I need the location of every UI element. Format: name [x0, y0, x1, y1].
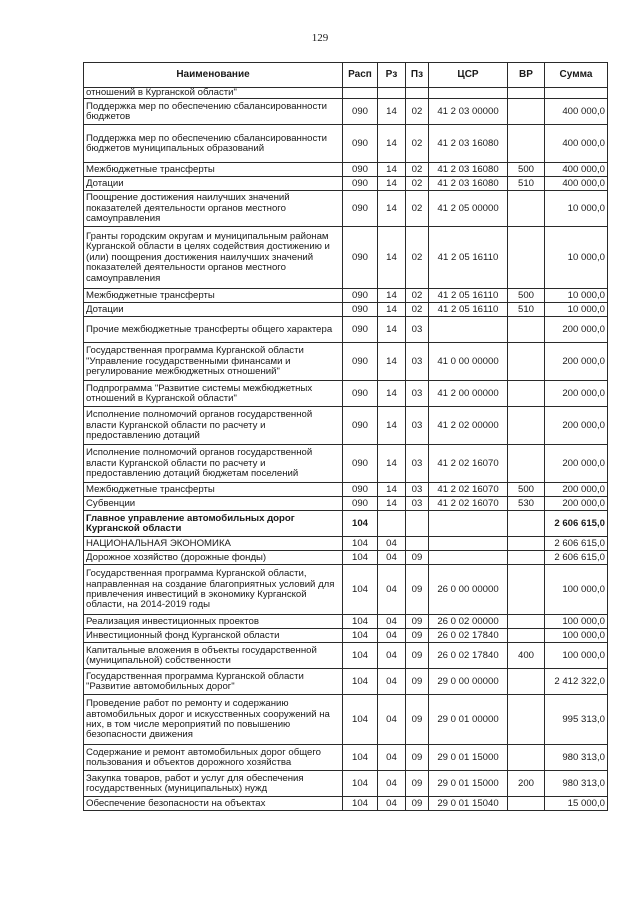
cell-csr: 26 0 02 17840	[429, 629, 508, 643]
cell-sum: 2 606 615,0	[545, 551, 608, 565]
cell-vr	[508, 511, 545, 537]
cell-rz: 14	[378, 445, 406, 483]
cell-sum: 400 000,0	[545, 99, 608, 125]
cell-sum: 400 000,0	[545, 177, 608, 191]
cell-csr: 41 2 02 00000	[429, 407, 508, 445]
cell-name: Реализация инвестиционных проектов	[84, 615, 343, 629]
cell-rz: 04	[378, 695, 406, 745]
cell-rasp: 090	[343, 343, 378, 381]
cell-vr	[508, 695, 545, 745]
cell-rz: 14	[378, 381, 406, 407]
cell-pz	[406, 88, 429, 99]
cell-sum: 980 313,0	[545, 745, 608, 771]
cell-vr	[508, 191, 545, 227]
cell-name: Межбюджетные трансферты	[84, 289, 343, 303]
cell-rz: 14	[378, 303, 406, 317]
table-row	[84, 497, 608, 511]
cell-pz: 02	[406, 227, 429, 289]
cell-rasp: 090	[343, 289, 378, 303]
cell-sum: 200 000,0	[545, 407, 608, 445]
cell-pz: 02	[406, 191, 429, 227]
cell-pz: 03	[406, 407, 429, 445]
cell-rasp: 104	[343, 565, 378, 615]
cell-rasp: 104	[343, 745, 378, 771]
cell-csr: 26 0 00 00000	[429, 565, 508, 615]
cell-rz: 04	[378, 797, 406, 811]
cell-pz: 09	[406, 745, 429, 771]
cell-csr: 41 2 05 16110	[429, 227, 508, 289]
cell-sum: 100 000,0	[545, 615, 608, 629]
cell-csr: 41 2 00 00000	[429, 381, 508, 407]
table-row	[84, 551, 608, 565]
cell-rasp: 104	[343, 771, 378, 797]
cell-pz: 03	[406, 343, 429, 381]
cell-rasp: 104	[343, 695, 378, 745]
table-row	[84, 797, 608, 811]
cell-rasp: 090	[343, 227, 378, 289]
cell-rz: 14	[378, 191, 406, 227]
cell-vr	[508, 797, 545, 811]
table-row	[84, 537, 608, 551]
table-row	[84, 303, 608, 317]
cell-name: Поощрение достижения наилучших значений показателей деятельности органов местного самоуправления	[84, 191, 343, 227]
table-row	[84, 407, 608, 445]
cell-sum: 200 000,0	[545, 343, 608, 381]
cell-vr: 500	[508, 163, 545, 177]
cell-name: Межбюджетные трансферты	[84, 483, 343, 497]
cell-sum: 200 000,0	[545, 497, 608, 511]
cell-pz: 03	[406, 381, 429, 407]
cell-rasp: 090	[343, 497, 378, 511]
cell-pz: 02	[406, 99, 429, 125]
cell-csr: 41 2 05 16110	[429, 303, 508, 317]
cell-rasp: 104	[343, 669, 378, 695]
cell-name: Дорожное хозяйство (дорожные фонды)	[84, 551, 343, 565]
cell-vr	[508, 407, 545, 445]
header-rz: Рз	[378, 63, 406, 88]
cell-vr	[508, 343, 545, 381]
table-row	[84, 615, 608, 629]
cell-sum: 100 000,0	[545, 565, 608, 615]
cell-rasp: 090	[343, 407, 378, 445]
table-row	[84, 669, 608, 695]
cell-vr	[508, 551, 545, 565]
cell-rz: 14	[378, 289, 406, 303]
header-sum: Сумма	[545, 63, 608, 88]
table-body	[84, 88, 608, 811]
table-row	[84, 177, 608, 191]
cell-csr: 41 2 02 16070	[429, 445, 508, 483]
cell-rasp: 090	[343, 317, 378, 343]
cell-sum: 400 000,0	[545, 125, 608, 163]
cell-pz	[406, 537, 429, 551]
cell-sum	[545, 88, 608, 99]
cell-pz: 02	[406, 163, 429, 177]
cell-pz: 09	[406, 797, 429, 811]
cell-vr: 200	[508, 771, 545, 797]
cell-rasp: 090	[343, 99, 378, 125]
cell-rz: 04	[378, 745, 406, 771]
cell-name: Подпрограмма "Развитие системы межбюджетных отношений в Курганской области"	[84, 381, 343, 407]
cell-sum: 15 000,0	[545, 797, 608, 811]
cell-rasp: 104	[343, 643, 378, 669]
cell-name: отношений в Курганской области"	[84, 88, 343, 99]
cell-rz: 14	[378, 177, 406, 191]
cell-rz: 04	[378, 551, 406, 565]
cell-csr: 41 2 03 00000	[429, 99, 508, 125]
cell-csr	[429, 88, 508, 99]
cell-rasp: 104	[343, 537, 378, 551]
cell-name: Государственная программа Курганской области, направленная на создание благоприятных условий для привлечения инвестиций в экономику Курганской области, на 2014-2019 годы	[84, 565, 343, 615]
cell-sum: 10 000,0	[545, 227, 608, 289]
cell-csr: 41 2 03 16080	[429, 163, 508, 177]
cell-name: Капитальные вложения в объекты государственной (муниципальной) собственности	[84, 643, 343, 669]
table-row	[84, 125, 608, 163]
cell-csr: 29 0 01 00000	[429, 695, 508, 745]
cell-pz: 02	[406, 289, 429, 303]
cell-csr	[429, 511, 508, 537]
cell-vr	[508, 381, 545, 407]
cell-pz: 03	[406, 497, 429, 511]
cell-sum: 200 000,0	[545, 445, 608, 483]
table-row	[84, 191, 608, 227]
table-row	[84, 565, 608, 615]
cell-vr: 500	[508, 483, 545, 497]
cell-name: НАЦИОНАЛЬНАЯ ЭКОНОМИКА	[84, 537, 343, 551]
cell-rasp: 090	[343, 303, 378, 317]
cell-rz	[378, 88, 406, 99]
cell-csr: 26 0 02 17840	[429, 643, 508, 669]
cell-name: Исполнение полномочий органов государственной власти Курганской области по расчету и предоставлению дотаций	[84, 407, 343, 445]
cell-sum: 980 313,0	[545, 771, 608, 797]
table-row	[84, 163, 608, 177]
cell-rasp: 090	[343, 445, 378, 483]
cell-rz: 14	[378, 497, 406, 511]
table-row	[84, 745, 608, 771]
table-row	[84, 381, 608, 407]
cell-vr	[508, 537, 545, 551]
cell-pz: 09	[406, 643, 429, 669]
cell-csr	[429, 537, 508, 551]
cell-rasp: 104	[343, 629, 378, 643]
cell-vr: 500	[508, 289, 545, 303]
cell-name: Прочие межбюджетные трансферты общего характера	[84, 317, 343, 343]
cell-sum: 2 606 615,0	[545, 511, 608, 537]
cell-pz: 09	[406, 551, 429, 565]
cell-pz: 03	[406, 317, 429, 343]
cell-pz: 02	[406, 125, 429, 163]
cell-pz: 02	[406, 177, 429, 191]
cell-name: Закупка товаров, работ и услуг для обеспечения государственных (муниципальных) нужд	[84, 771, 343, 797]
page-number: 129	[311, 32, 329, 44]
cell-rasp: 090	[343, 125, 378, 163]
table-row	[84, 88, 608, 99]
cell-rz: 04	[378, 615, 406, 629]
cell-sum: 100 000,0	[545, 629, 608, 643]
cell-name: Содержание и ремонт автомобильных дорог общего пользования и объектов дорожного хозяйства	[84, 745, 343, 771]
table-row	[84, 227, 608, 289]
cell-vr: 400	[508, 643, 545, 669]
cell-csr: 29 0 01 15040	[429, 797, 508, 811]
table-row	[84, 99, 608, 125]
cell-name: Исполнение полномочий органов государственной власти Курганской области по расчету и предоставлению дотаций бюджетам поселений	[84, 445, 343, 483]
table-row	[84, 511, 608, 537]
cell-sum: 995 313,0	[545, 695, 608, 745]
cell-csr	[429, 551, 508, 565]
cell-sum: 10 000,0	[545, 303, 608, 317]
cell-sum: 200 000,0	[545, 483, 608, 497]
cell-name: Обеспечение безопасности на объектах	[84, 797, 343, 811]
cell-vr	[508, 227, 545, 289]
cell-vr	[508, 125, 545, 163]
cell-rz: 14	[378, 163, 406, 177]
cell-rz: 14	[378, 125, 406, 163]
cell-rasp: 104	[343, 511, 378, 537]
header-csr: ЦСР	[429, 63, 508, 88]
cell-sum: 100 000,0	[545, 643, 608, 669]
cell-sum: 10 000,0	[545, 191, 608, 227]
cell-name: Дотации	[84, 177, 343, 191]
table-row	[84, 629, 608, 643]
cell-vr: 530	[508, 497, 545, 511]
cell-name: Дотации	[84, 303, 343, 317]
cell-name: Государственная программа Курганской области "Развитие автомобильных дорог"	[84, 669, 343, 695]
cell-rz: 14	[378, 483, 406, 497]
table-row	[84, 445, 608, 483]
cell-rasp	[343, 88, 378, 99]
cell-pz: 03	[406, 483, 429, 497]
table-row	[84, 343, 608, 381]
cell-vr	[508, 88, 545, 99]
cell-pz: 09	[406, 669, 429, 695]
cell-name: Гранты городским округам и муниципальным районам Курганской области в целях содействия достижению и (или) поощрения достижения наилучших значений показателей деятельности органов местного самоуправления	[84, 227, 343, 289]
cell-pz: 09	[406, 771, 429, 797]
cell-rasp: 104	[343, 615, 378, 629]
cell-name: Поддержка мер по обеспечению сбалансированности бюджетов	[84, 99, 343, 125]
cell-csr: 29 0 01 15000	[429, 771, 508, 797]
cell-vr: 510	[508, 303, 545, 317]
cell-pz: 03	[406, 445, 429, 483]
cell-csr: 29 0 00 00000	[429, 669, 508, 695]
cell-rz: 14	[378, 317, 406, 343]
cell-csr: 41 2 02 16070	[429, 483, 508, 497]
cell-csr: 41 2 05 00000	[429, 191, 508, 227]
table-row	[84, 771, 608, 797]
cell-rz: 04	[378, 643, 406, 669]
cell-rz: 14	[378, 407, 406, 445]
cell-sum: 200 000,0	[545, 381, 608, 407]
cell-csr: 41 2 03 16080	[429, 177, 508, 191]
cell-csr	[429, 317, 508, 343]
table-row	[84, 317, 608, 343]
table-row	[84, 643, 608, 669]
cell-pz: 09	[406, 629, 429, 643]
cell-vr	[508, 745, 545, 771]
cell-sum: 2 606 615,0	[545, 537, 608, 551]
cell-name: Государственная программа Курганской области "Управление государственными финансами и регулирование межбюджетных отношений"	[84, 343, 343, 381]
cell-sum: 400 000,0	[545, 163, 608, 177]
header-pz: Пз	[406, 63, 429, 88]
cell-rz: 04	[378, 669, 406, 695]
header-vr: ВР	[508, 63, 545, 88]
table-row	[84, 695, 608, 745]
cell-sum: 200 000,0	[545, 317, 608, 343]
cell-rasp: 104	[343, 551, 378, 565]
cell-vr	[508, 565, 545, 615]
cell-vr	[508, 669, 545, 695]
cell-name: Субвенции	[84, 497, 343, 511]
cell-sum: 2 412 322,0	[545, 669, 608, 695]
cell-rz: 04	[378, 771, 406, 797]
cell-pz: 09	[406, 565, 429, 615]
table-row	[84, 289, 608, 303]
cell-rz: 04	[378, 629, 406, 643]
cell-pz: 02	[406, 303, 429, 317]
cell-rasp: 090	[343, 483, 378, 497]
cell-name: Инвестиционный фонд Курганской области	[84, 629, 343, 643]
header-name: Наименование	[84, 63, 343, 88]
cell-rz: 14	[378, 227, 406, 289]
cell-csr: 41 2 05 16110	[429, 289, 508, 303]
cell-pz: 09	[406, 615, 429, 629]
cell-rasp: 090	[343, 163, 378, 177]
cell-name: Поддержка мер по обеспечению сбалансированности бюджетов муниципальных образований	[84, 125, 343, 163]
table-row	[84, 483, 608, 497]
cell-csr: 26 0 02 00000	[429, 615, 508, 629]
cell-csr: 29 0 01 15000	[429, 745, 508, 771]
cell-vr	[508, 317, 545, 343]
cell-vr	[508, 615, 545, 629]
cell-csr: 41 0 00 00000	[429, 343, 508, 381]
cell-name: Межбюджетные трансферты	[84, 163, 343, 177]
cell-rasp: 090	[343, 177, 378, 191]
cell-rz: 04	[378, 565, 406, 615]
cell-pz	[406, 511, 429, 537]
cell-vr	[508, 445, 545, 483]
cell-rz: 04	[378, 537, 406, 551]
cell-csr: 41 2 03 16080	[429, 125, 508, 163]
cell-name: Проведение работ по ремонту и содержанию автомобильных дорог и искусственных сооружений на них, в том числе мероприятий по повышению безопасности движения	[84, 695, 343, 745]
cell-vr	[508, 99, 545, 125]
cell-pz: 09	[406, 695, 429, 745]
cell-csr: 41 2 02 16070	[429, 497, 508, 511]
budget-table	[83, 62, 608, 811]
cell-rasp: 090	[343, 191, 378, 227]
header-rasp: Расп	[343, 63, 378, 88]
table-header-row	[84, 63, 608, 88]
cell-rz: 14	[378, 343, 406, 381]
cell-rasp: 104	[343, 797, 378, 811]
cell-vr	[508, 629, 545, 643]
cell-rz	[378, 511, 406, 537]
cell-name: Главное управление автомобильных дорог Курганской области	[84, 511, 343, 537]
cell-rasp: 090	[343, 381, 378, 407]
cell-sum: 10 000,0	[545, 289, 608, 303]
cell-vr: 510	[508, 177, 545, 191]
cell-rz: 14	[378, 99, 406, 125]
